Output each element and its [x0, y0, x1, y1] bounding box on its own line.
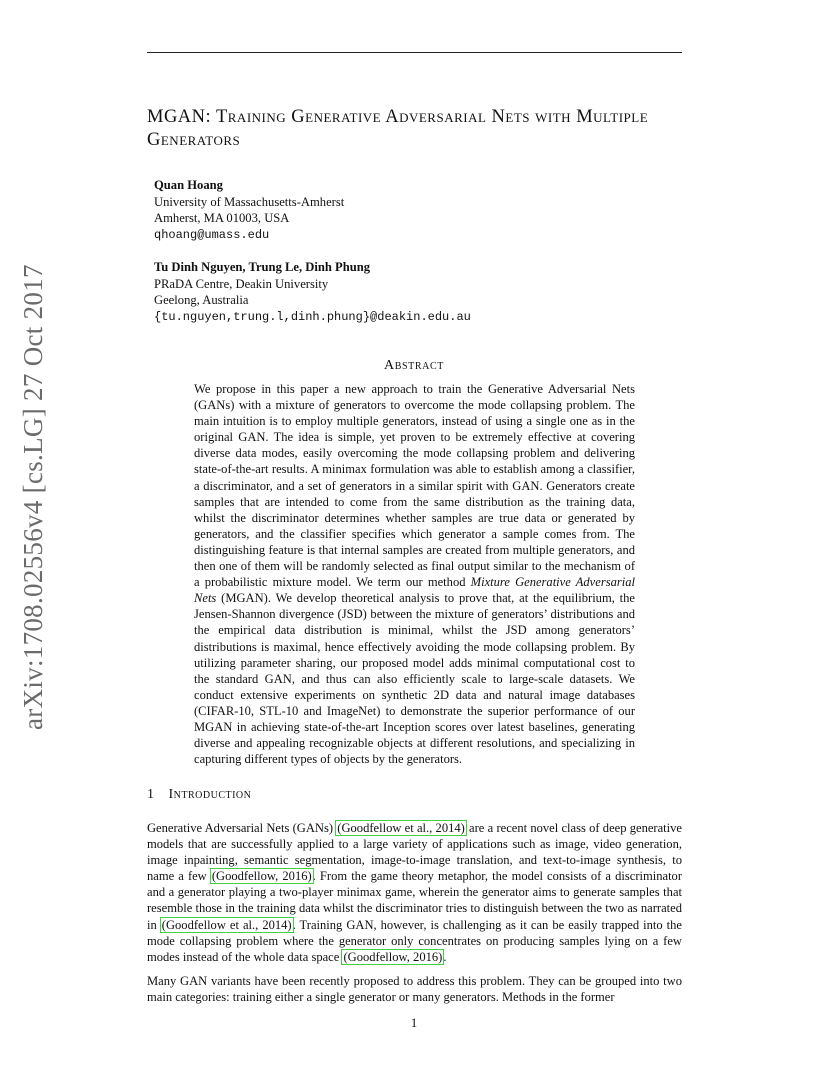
abstract-heading: Abstract [384, 358, 444, 373]
citation-link[interactable]: (Goodfellow, 2016) [343, 949, 443, 964]
author-name: Quan Hoang [154, 178, 223, 192]
author-block-2 [154, 259, 471, 325]
top-rule [147, 52, 682, 53]
author-email[interactable]: {tu.nguyen,trung.l,dinh.phung}@deakin.edu.au [154, 309, 471, 324]
intro-paragraph-2: Many GAN variants have been recently proposed to address this problem. They can be grouped into two main categories: training either a single generator or many generators. Methods in the former [147, 974, 682, 1005]
section-heading [147, 787, 251, 803]
method-name: Mixture Generative Adversarial Nets [194, 575, 635, 606]
text-run: are a recent novel class of deep generative models that are successfully applied to a large variety of applications such as image, video generation, image inpainting, semantic segmentation, image-to-image translation, and text-to-image synthesis, to name a few [147, 821, 682, 884]
section-title: Introduction [168, 787, 252, 802]
abstract-part: (MGAN). We develop theoretical analysis to prove that, at the equilibrium, the Jensen-Shannon divergence (JSD) between the mixture of generators’ distributions and the empirical data distribution is minimal, whilst the JSD among generators’ distributions is maximal, hence effectively avoiding the mode collapsing problem. By utilizing parameter sharing, our proposed model adds minimal computational cost to the standard GAN, and thus can also efficiently scale to large-scale datasets. We conduct extensive experiments on synthetic 2D data and natural image databases (CIFAR-10, STL-10 and ImageNet) to demonstrate the superior performance of our MGAN in achieving state-of-the-art Inception scores over latest baselines, generating diverse and appealing recognizable objects at different resolutions, and specializing in capturing different types of objects by the generators. [194, 591, 635, 767]
author-email[interactable]: qhoang@umass.edu [154, 227, 270, 242]
citation-link[interactable]: (Goodfellow, 2016) [211, 869, 312, 884]
citation-link[interactable]: (Goodfellow et al., 2014) [161, 917, 292, 932]
page-number: 1 [410, 1016, 418, 1030]
author-name: Tu Dinh Nguyen, Trung Le, Dinh Phung [154, 260, 371, 274]
paper-title: MGAN: Training Generative Adversarial Nets with Multiple Generators [147, 107, 649, 150]
intro-paragraph-1 [147, 820, 682, 965]
author-address: Amherst, MA 01003, USA [154, 211, 290, 225]
author-affiliation: PRaDA Centre, Deakin University [154, 276, 329, 291]
abstract-text [194, 381, 635, 767]
author-address: Geelong, Australia [154, 293, 249, 307]
section-number: 1 [147, 787, 155, 802]
author-block-1 [154, 177, 344, 243]
text-run: Generative Adversarial Nets (GANs) [147, 821, 337, 835]
abstract-part: We propose in this paper a new approach to train the Generative Adversarial Nets (GANs) with a mixture of generators to overcome the mode collapsing problem. The main intuition is to employ multiple generators, instead of using a single one as in the original GAN. The idea is simple, yet proven to be extremely effective at covering diverse data modes, easily overcoming the mode collapsing problem and delivering state-of-the-art results. A minimax formulation was able to establish among a classifier, a discriminator, and a set of generators in a similar spirit with GAN. Generators create samples that are intended to come from the same distribution as the training data, whilst the discriminator determines whether samples are true data or generated by generators, and the classifier specifies which generator a sample comes from. The distinguishing feature is that internal samples are created from multiple generators, and then one of them will be randomly selected as final output similar to the mechanism of a probabilistic mixture model. We term our method [194, 382, 635, 590]
text-run: . Training GAN, however, is challenging as it can be easily trapped into the mode collapsing problem where the generator only concentrates on producing samples lying on a few modes instead of the whole data space [147, 917, 682, 964]
text-run: . From the game theory metaphor, the model consists of a discriminator and a generator playing a two-player minimax game, wherein the generator aims to generate samples that resemble those in the training data whilst the discriminator tries to distinguish between the two as narrated in [147, 869, 683, 932]
citation-link[interactable]: (Goodfellow et al., 2014) [337, 821, 465, 835]
text-run: . [443, 949, 447, 964]
author-affiliation: University of Massachusetts-Amherst [154, 194, 345, 209]
arxiv-identifier[interactable]: arXiv:1708.02556v4 [cs.LG] 27 Oct 2017 [18, 264, 48, 730]
